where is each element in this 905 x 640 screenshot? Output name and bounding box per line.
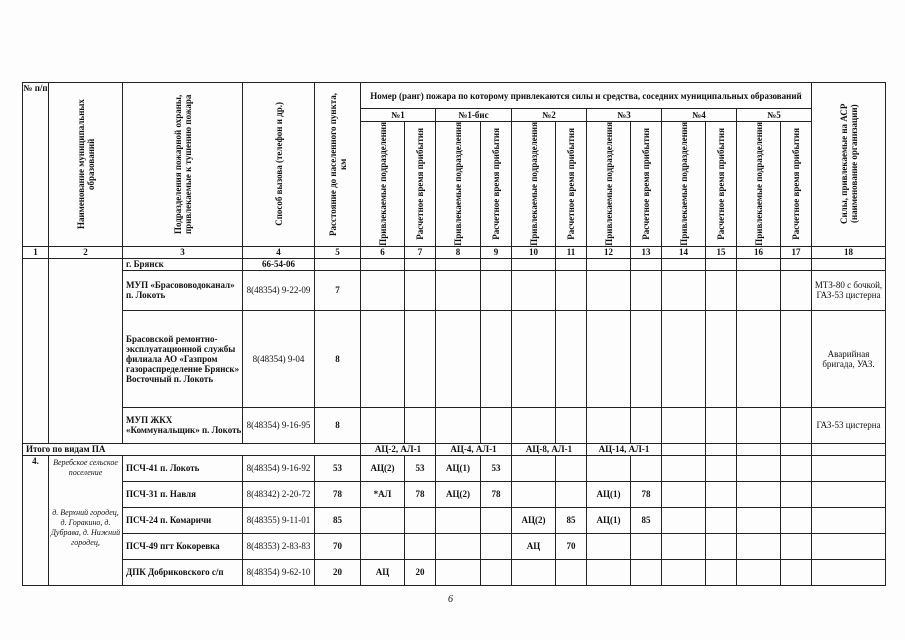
unit-asr: МТЗ-80 с бочкой, ГАЗ-53 цистерна [812, 270, 886, 310]
rank-3-time [631, 533, 662, 559]
unit-asr: ГАЗ-53 цистерна [812, 407, 886, 443]
unit-name: МУП ЖКХ «Коммунальщик» п. Локоть [123, 407, 243, 443]
totals-rank-3: АЦ-14, АЛ-1 [587, 443, 662, 455]
col-num: 1 [23, 246, 49, 258]
rank-1bis-time [481, 507, 512, 533]
table-row [23, 559, 886, 585]
rank-2-unit [512, 559, 556, 585]
rank-2-unit [512, 481, 556, 507]
unit-phone: 8(48354) 9-04 [243, 310, 315, 407]
rank-1-time [405, 507, 436, 533]
rank-2-time [556, 455, 587, 481]
totals-rank-1: АЦ-2, АЛ-1 [361, 443, 436, 455]
table-row [23, 455, 886, 481]
rank-3-unit: АЦ(1) [587, 481, 631, 507]
rank-4: №4 [662, 109, 737, 122]
forces-table [22, 82, 886, 586]
unit-asr: Аварийная бригада, УАЗ. [812, 310, 886, 407]
unit-name: Брасовской ремонтно-эксплуатационной службы филиала АО «Газпром газораспределение Брянск» Восточный п. Локоть [123, 310, 243, 407]
rank-1-time: 20 [405, 559, 436, 585]
rank-1bis-time [481, 533, 512, 559]
col-num: 17 [781, 246, 812, 258]
sub-time: Расчетное время прибытия [706, 122, 737, 247]
header-units: Подразделения пожарной охраны, привлекаемые к тушению пожара [123, 83, 243, 247]
rank-3-time [631, 559, 662, 585]
sub-time: Расчетное время прибытия [781, 122, 812, 247]
rank-1-time [405, 533, 436, 559]
rank-1bis-time [481, 559, 512, 585]
rank-3-unit: АЦ(1) [587, 507, 631, 533]
unit-name: ПСЧ-49 пгт Кокоревка [123, 533, 243, 559]
cell-empty [49, 258, 123, 443]
col-num: 11 [556, 246, 587, 258]
rank-3-unit [587, 455, 631, 481]
rank-2-time: 85 [556, 507, 587, 533]
rank-1-unit: *АЛ [361, 481, 405, 507]
sub-time: Расчетное время прибытия [631, 122, 662, 247]
totals-rank-2: АЦ-8, АЛ-1 [512, 443, 587, 455]
sub-units: Привлекаемые подразделения [436, 122, 481, 247]
sub-units: Привлекаемые подразделения [512, 122, 556, 247]
rank-1bis-unit [436, 507, 481, 533]
header-distance: Расстояние до населенного пункта, км [315, 83, 361, 247]
rank-1bis-unit [436, 559, 481, 585]
rank-1bis-unit: АЦ(2) [436, 481, 481, 507]
unit-distance: 53 [315, 455, 361, 481]
rank-1bis-unit: АЦ(1) [436, 455, 481, 481]
col-num: 6 [361, 246, 405, 258]
table-row [23, 507, 886, 533]
rank-1-unit: АЦ [361, 559, 405, 585]
sub-time: Расчетное время прибытия [405, 122, 436, 247]
table-row [23, 533, 886, 559]
col-num: 3 [123, 246, 243, 258]
col-num: 4 [243, 246, 315, 258]
unit-name: ПСЧ-31 п. Навля [123, 481, 243, 507]
rank-5: №5 [737, 109, 812, 122]
sub-units: Привлекаемые подразделения [587, 122, 631, 247]
rank-2-unit: АЦ [512, 533, 556, 559]
rank-1-unit [361, 533, 405, 559]
unit-distance: 7 [315, 270, 361, 310]
unit-name: г. Брянск [123, 258, 243, 270]
unit-name: ПСЧ-24 п. Комаричи [123, 507, 243, 533]
unit-phone: 8(48354) 9-62-10 [243, 559, 315, 585]
rank-3-unit [587, 559, 631, 585]
rank-3: №3 [587, 109, 662, 122]
rank-2: №2 [512, 109, 587, 122]
unit-phone: 8(48354) 9-22-09 [243, 270, 315, 310]
rank-3-time: 78 [631, 481, 662, 507]
cell-empty [23, 258, 49, 443]
sub-units: Привлекаемые подразделения [662, 122, 706, 247]
unit-name: МУП «Брасововодоканал» п. Локоть [123, 270, 243, 310]
unit-distance: 78 [315, 481, 361, 507]
rank-1bis: №1-бис [436, 109, 512, 122]
unit-phone: 8(48353) 2-83-83 [243, 533, 315, 559]
unit-distance: 8 [315, 310, 361, 407]
col-num: 7 [405, 246, 436, 258]
header-asr: Силы, привлекаемые на АСР (наименование организации) [812, 83, 886, 247]
page-number: 6 [448, 594, 453, 605]
unit-phone: 8(48354) 9-16-92 [243, 455, 315, 481]
table-row [23, 270, 886, 310]
unit-phone: 8(48355) 9-11-01 [243, 507, 315, 533]
sub-time: Расчетное время прибытия [481, 122, 512, 247]
column-numbers-row [23, 246, 886, 258]
col-num: 14 [662, 246, 706, 258]
col-num: 10 [512, 246, 556, 258]
rank-1: №1 [361, 109, 436, 122]
unit-phone: 8(48354) 9-16-95 [243, 407, 315, 443]
table-row [23, 310, 886, 407]
rank-2-unit [512, 455, 556, 481]
rank-2-time: 70 [556, 533, 587, 559]
header-mo: Наименование муниципальных образований [49, 83, 123, 247]
table-row [23, 258, 886, 270]
unit-distance: 8 [315, 407, 361, 443]
rank-3-time [631, 455, 662, 481]
sub-units: Привлекаемые подразделения [361, 122, 405, 247]
totals-label: Итого по видам ПА [23, 443, 361, 455]
totals-rank-1bis: АЦ-4, АЛ-1 [436, 443, 512, 455]
sub-units: Привлекаемые подразделения [737, 122, 781, 247]
unit-distance: 85 [315, 507, 361, 533]
rank-3-time: 85 [631, 507, 662, 533]
unit-name: ДПК Добриковского с/п [123, 559, 243, 585]
rank-3-unit [587, 533, 631, 559]
rank-2-unit: АЦ(2) [512, 507, 556, 533]
unit-name: ПСЧ-41 п. Локоть [123, 455, 243, 481]
rank-1bis-unit [436, 533, 481, 559]
header-num: № п/п [23, 83, 49, 247]
col-num: 9 [481, 246, 512, 258]
group-mo: Веребское сельское поселение д. Верхний городец, д. Горакино, д. Дубрава, д. Нижний городец, [49, 455, 123, 585]
totals-row [23, 443, 886, 455]
table-row [23, 481, 886, 507]
group-num: 4. [23, 455, 49, 585]
rank-1-unit [361, 507, 405, 533]
header-call: Способ вызова (телефон и др.) [243, 83, 315, 247]
rank-1-time: 53 [405, 455, 436, 481]
rank-2-time [556, 481, 587, 507]
col-num: 16 [737, 246, 781, 258]
col-num: 8 [436, 246, 481, 258]
unit-distance: 20 [315, 559, 361, 585]
rank-1bis-time: 78 [481, 481, 512, 507]
rank-1-unit: АЦ(2) [361, 455, 405, 481]
col-num: 5 [315, 246, 361, 258]
sub-time: Расчетное время прибытия [556, 122, 587, 247]
rank-1-time: 78 [405, 481, 436, 507]
col-num: 15 [706, 246, 737, 258]
unit-phone: 66-54-06 [243, 258, 315, 270]
unit-phone: 8(48342) 2-20-72 [243, 481, 315, 507]
table-row [23, 407, 886, 443]
col-num: 12 [587, 246, 631, 258]
col-num: 2 [49, 246, 123, 258]
rank-1bis-time: 53 [481, 455, 512, 481]
header-rank-title: Номер (ранг) пожара по которому привлекаются силы и средства, соседних муниципальных образований [361, 83, 812, 109]
rank-2-time [556, 559, 587, 585]
unit-distance: 70 [315, 533, 361, 559]
col-num: 13 [631, 246, 662, 258]
col-num: 18 [812, 246, 886, 258]
